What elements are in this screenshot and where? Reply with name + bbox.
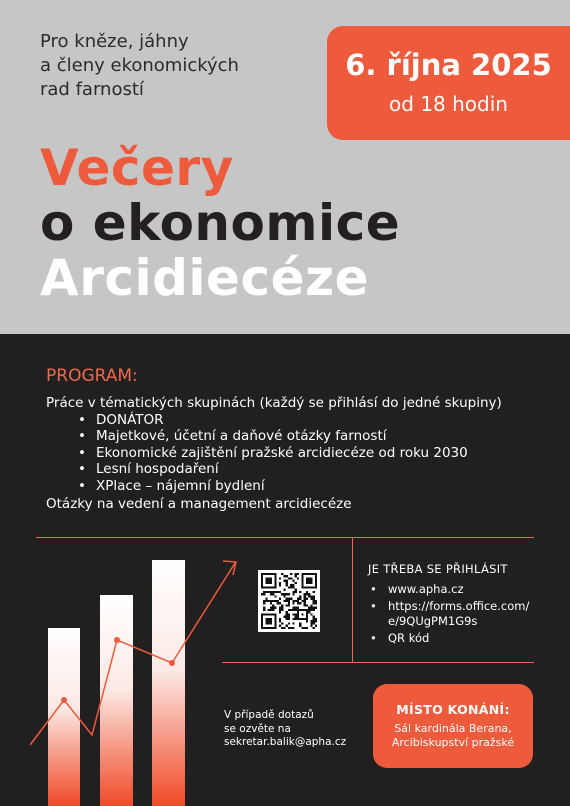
- qr-module: [274, 600, 276, 602]
- qr-module: [313, 609, 315, 611]
- qr-module: [286, 598, 288, 600]
- qr-module: [299, 598, 301, 600]
- trend-point: [61, 697, 67, 703]
- audience-line: a členy ekonomických: [40, 55, 239, 76]
- qr-module: [283, 600, 285, 602]
- qr-module: [313, 620, 315, 622]
- qr-module: [313, 627, 315, 629]
- qr-module: [272, 609, 274, 611]
- qr-module: [315, 620, 317, 622]
- qr-module: [281, 627, 283, 629]
- qr-module: [310, 607, 312, 609]
- qr-module: [304, 600, 306, 602]
- qr-module: [288, 577, 290, 579]
- qr-module: [283, 627, 285, 629]
- qr-module: [290, 573, 292, 575]
- qr-module: [306, 577, 313, 584]
- title-line-1: Večery: [40, 139, 234, 197]
- qr-module: [299, 625, 301, 627]
- qr-module: [286, 618, 288, 620]
- qr-module: [306, 598, 308, 600]
- qr-module: [310, 613, 312, 615]
- bar-1: [48, 628, 80, 806]
- qr-module: [286, 600, 288, 602]
- qr-module: [261, 593, 263, 595]
- qr-module: [288, 616, 290, 618]
- qr-module: [263, 593, 265, 595]
- qr-module: [315, 625, 317, 627]
- registration-link-form[interactable]: • https://forms.office.com/​e/9QUgPM1G9s: [368, 599, 548, 629]
- qr-module: [313, 616, 315, 618]
- qr-module: [270, 593, 272, 595]
- qr-module: [288, 613, 290, 615]
- audience-text: [40, 30, 320, 102]
- qr-module: [292, 591, 294, 593]
- trend-point: [114, 637, 120, 643]
- qr-module: [277, 602, 279, 604]
- program-intro: Práce v tématických skupinách (každý se přihlásí do jedné skupiny): [46, 395, 502, 411]
- qr-module: [290, 577, 292, 579]
- qr-module: [288, 618, 290, 620]
- qr-module: [315, 618, 317, 620]
- qr-module: [306, 627, 308, 629]
- qr-module: [286, 584, 288, 586]
- divider-top: [36, 537, 534, 538]
- qr-module: [301, 627, 303, 629]
- program-label: PROGRAM:: [46, 366, 138, 386]
- qr-module: [292, 586, 294, 588]
- qr-module: [288, 586, 290, 588]
- qr-module: [263, 602, 265, 604]
- registration-link-web[interactable]: • www.apha.cz: [368, 582, 548, 597]
- qr-module: [308, 609, 310, 611]
- qr-module: [295, 582, 297, 584]
- program-groups: [78, 412, 468, 494]
- qr-module: [279, 591, 281, 593]
- qr-code-icon[interactable]: [258, 570, 320, 632]
- qr-module: [292, 613, 294, 615]
- qr-module: [265, 591, 267, 593]
- audience-line: Pro kněze, jáhny: [40, 31, 189, 52]
- qr-module: [310, 604, 312, 606]
- qr-module: [292, 600, 294, 602]
- qr-module: [292, 584, 294, 586]
- event-time: od 18 hodin: [389, 92, 508, 116]
- qr-module: [270, 607, 272, 609]
- registration-list: [368, 582, 548, 648]
- qr-module: [310, 625, 312, 627]
- qr-module: [290, 598, 292, 600]
- qr-module: [281, 593, 283, 595]
- registration-label: JE TŘEBA SE PŘIHLÁSIT: [368, 562, 508, 576]
- qr-module: [286, 604, 288, 606]
- divider-middle: [222, 662, 534, 663]
- qr-module: [310, 609, 312, 611]
- qr-module: [304, 604, 306, 606]
- list-item: • DONÁTOR: [78, 412, 468, 428]
- qr-module: [310, 622, 312, 624]
- qr-module: [277, 591, 279, 593]
- qr-module: [283, 593, 285, 595]
- qr-module: [301, 600, 303, 602]
- qr-module: [299, 595, 301, 597]
- qr-module: [288, 622, 290, 624]
- qr-module: [292, 618, 294, 620]
- contact-line: V případě dotazů: [224, 709, 314, 721]
- audience-line: rad farností: [40, 79, 144, 100]
- qr-module: [268, 600, 270, 602]
- qr-module: [313, 598, 315, 600]
- qr-module: [295, 607, 297, 609]
- qr-module: [288, 593, 290, 595]
- qr-module: [290, 584, 292, 586]
- date-badge: [327, 26, 570, 140]
- qr-module: [286, 625, 288, 627]
- venue-label: MÍSTO KONÁNÍ:: [396, 702, 510, 717]
- qr-module: [297, 607, 299, 609]
- qr-module: [297, 602, 299, 604]
- qr-module: [313, 600, 315, 602]
- venue-address: [373, 722, 533, 750]
- qr-module: [313, 618, 315, 620]
- trend-point: [169, 660, 175, 666]
- qr-module: [279, 618, 281, 620]
- qr-module: [272, 604, 274, 606]
- venue-line: Sál kardinála Berana,: [394, 722, 512, 735]
- qr-module: [315, 602, 317, 604]
- venue-badge: [373, 684, 533, 768]
- qr-module: [308, 593, 310, 595]
- qr-module: [306, 591, 308, 593]
- qr-module: [295, 573, 297, 575]
- qr-module: [283, 589, 285, 591]
- qr-module: [281, 604, 283, 606]
- qr-module: [270, 609, 272, 611]
- program-outro: Otázky na vedení a management arcidiecéze: [46, 496, 352, 512]
- qr-module: [272, 600, 274, 602]
- qr-module: [304, 593, 306, 595]
- qr-module: [308, 611, 310, 613]
- qr-module: [288, 600, 290, 602]
- qr-module: [299, 622, 301, 624]
- qr-module: [263, 609, 265, 611]
- qr-module: [295, 600, 297, 602]
- qr-module: [286, 575, 288, 577]
- qr-module: [283, 616, 285, 618]
- list-item: • Lesní hospodaření: [78, 461, 468, 477]
- header-band: [0, 0, 570, 334]
- qr-module: [268, 609, 270, 611]
- qr-module: [292, 593, 294, 595]
- qr-module: [306, 593, 308, 595]
- qr-module: [292, 607, 294, 609]
- qr-module: [286, 580, 288, 582]
- venue-line: Arcibiskupství pražské: [391, 736, 515, 749]
- qr-module: [286, 613, 288, 615]
- qr-module: [274, 607, 276, 609]
- qr-module: [313, 607, 315, 609]
- qr-module: [279, 582, 281, 584]
- qr-module: [279, 577, 281, 579]
- qr-module: [272, 607, 274, 609]
- qr-module: [297, 577, 299, 579]
- divider-vertical: [352, 537, 353, 662]
- qr-module: [315, 607, 317, 609]
- qr-code-graphic: [261, 573, 317, 629]
- qr-module: [308, 607, 310, 609]
- qr-module: [281, 607, 283, 609]
- qr-module: [295, 609, 297, 611]
- qr-module: [295, 591, 297, 593]
- qr-module: [288, 602, 290, 604]
- qr-module: [286, 582, 288, 584]
- qr-module: [313, 602, 315, 604]
- qr-module: [270, 602, 272, 604]
- qr-module: [283, 595, 285, 597]
- qr-module: [292, 602, 294, 604]
- qr-module: [270, 591, 272, 593]
- qr-module: [288, 609, 290, 611]
- qr-module: [279, 625, 281, 627]
- qr-module: [306, 620, 308, 622]
- qr-module: [281, 573, 283, 575]
- qr-module: [272, 593, 274, 595]
- qr-module: [279, 620, 281, 622]
- qr-module: [310, 598, 312, 600]
- bar-3: [152, 560, 185, 806]
- qr-module: [283, 580, 285, 582]
- qr-module: [268, 591, 270, 593]
- qr-module: [263, 600, 265, 602]
- qr-module: [265, 577, 272, 584]
- qr-module: [297, 573, 299, 575]
- qr-module: [288, 604, 290, 606]
- qr-module: [279, 584, 281, 586]
- qr-module: [295, 618, 297, 620]
- qr-module: [263, 591, 265, 593]
- qr-module: [279, 607, 281, 609]
- qr-module: [308, 595, 310, 597]
- qr-module: [292, 622, 294, 624]
- qr-module: [304, 595, 306, 597]
- qr-module: [286, 593, 288, 595]
- qr-module: [286, 611, 288, 613]
- qr-module: [272, 591, 274, 593]
- list-item: • Majetkové, účetní a daňové otázky farností: [78, 428, 468, 444]
- qr-module: [281, 609, 283, 611]
- qr-module: [292, 609, 294, 611]
- qr-module: [310, 620, 312, 622]
- qr-module: [315, 600, 317, 602]
- qr-module: [313, 595, 315, 597]
- event-date: 6. října 2025: [345, 48, 552, 82]
- qr-module: [290, 609, 292, 611]
- qr-module: [265, 600, 267, 602]
- qr-module: [313, 591, 315, 593]
- qr-module: [265, 618, 272, 625]
- qr-module: [301, 613, 303, 615]
- contact-email[interactable]: sekretar.balik@apha.cz: [224, 736, 347, 748]
- qr-module: [304, 602, 306, 604]
- rising-bar-chart-icon: [30, 545, 245, 806]
- qr-module: [279, 609, 281, 611]
- bar-2: [100, 595, 133, 806]
- title-line-2: o ekonomice: [40, 194, 401, 252]
- qr-module: [292, 580, 294, 582]
- qr-module: [290, 627, 292, 629]
- contact-info: [224, 709, 364, 750]
- qr-module: [290, 586, 292, 588]
- title-line-3: Arcidiecéze: [40, 249, 370, 307]
- registration-qr: • QR kód: [368, 631, 548, 646]
- qr-module: [286, 616, 288, 618]
- list-item: • Ekonomické zajištění pražské arcidiecéze od roku 2030: [78, 445, 468, 461]
- list-item: • XPlace – nájemní bydlení: [78, 478, 468, 494]
- qr-module: [279, 611, 281, 613]
- qr-module: [304, 627, 306, 629]
- qr-module: [304, 598, 306, 600]
- qr-module: [313, 622, 315, 624]
- qr-module: [295, 613, 297, 615]
- qr-module: [295, 616, 297, 618]
- qr-module: [310, 595, 312, 597]
- contact-line: se ozvěte na: [224, 722, 291, 735]
- qr-module: [281, 622, 283, 624]
- qr-module: [299, 591, 301, 593]
- qr-module: [288, 598, 290, 600]
- qr-module: [265, 598, 267, 600]
- qr-module: [295, 575, 297, 577]
- qr-module: [297, 598, 299, 600]
- qr-module: [270, 600, 272, 602]
- qr-module: [292, 627, 294, 629]
- qr-module: [297, 600, 299, 602]
- qr-module: [263, 607, 265, 609]
- qr-module: [295, 589, 297, 591]
- qr-module: [288, 627, 290, 629]
- qr-module: [279, 598, 281, 600]
- qr-module: [279, 602, 281, 604]
- qr-module: [306, 604, 308, 606]
- qr-module: [277, 600, 279, 602]
- qr-module: [274, 595, 276, 597]
- qr-module: [299, 602, 301, 604]
- qr-module: [283, 575, 285, 577]
- qr-module: [274, 591, 276, 593]
